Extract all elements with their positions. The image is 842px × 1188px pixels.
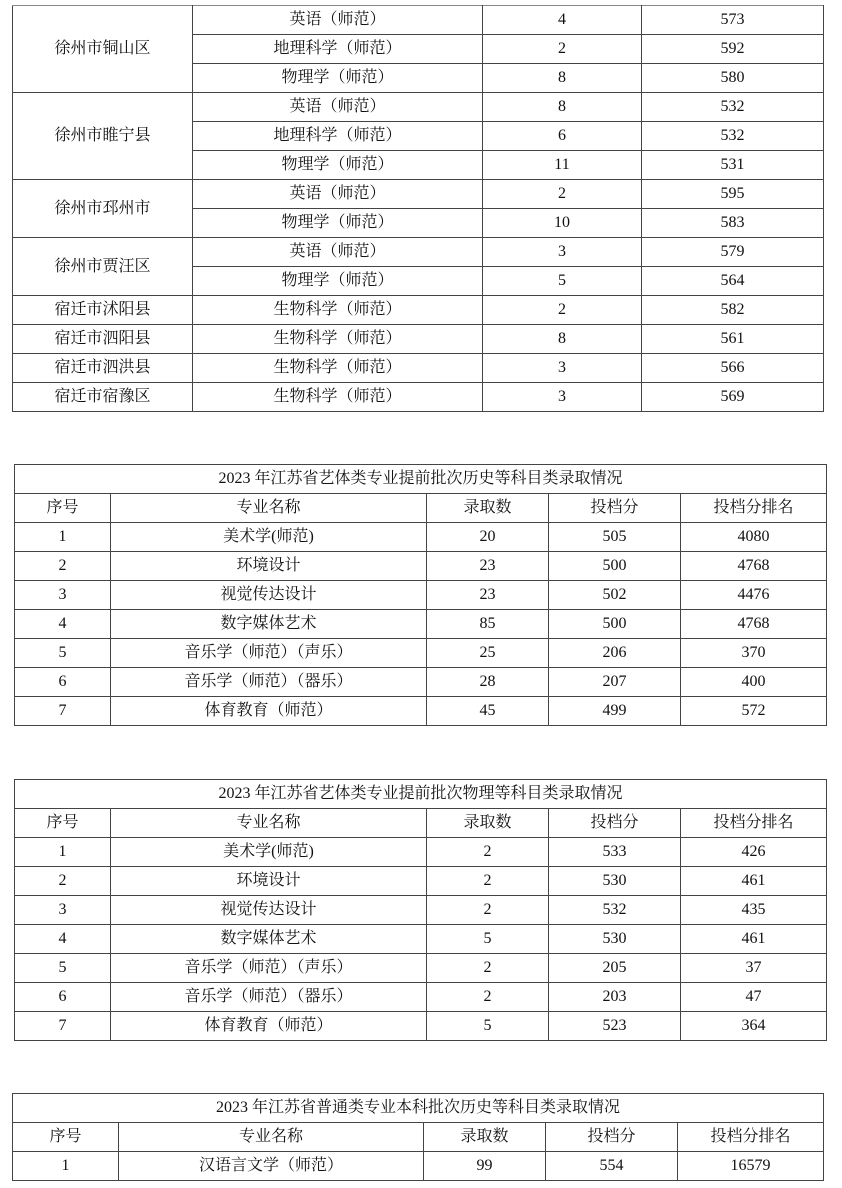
table-row	[15, 838, 827, 867]
column-header: 专业名称	[119, 1123, 424, 1152]
table-cell: 1	[15, 838, 111, 867]
column-header: 投档分排名	[678, 1123, 824, 1152]
column-header: 录取数	[427, 809, 549, 838]
score-cell: 532	[642, 93, 824, 122]
score-cell: 579	[642, 238, 824, 267]
table-row	[15, 523, 827, 552]
table-cell: 7	[15, 1012, 111, 1041]
table-cell: 37	[681, 954, 827, 983]
table-cell: 体育教育（师范）	[111, 697, 427, 726]
table-cell: 2	[427, 954, 549, 983]
table-row	[15, 896, 827, 925]
table-cell: 205	[549, 954, 681, 983]
column-header: 投档分	[549, 809, 681, 838]
count-cell: 11	[483, 151, 642, 180]
region-cell: 徐州市铜山区	[13, 6, 193, 93]
table-cell: 4	[15, 925, 111, 954]
table-cell: 47	[681, 983, 827, 1012]
table-row	[15, 639, 827, 668]
column-header: 投档分排名	[681, 809, 827, 838]
table-cell: 音乐学（师范）（器乐）	[111, 983, 427, 1012]
table-title: 2023 年江苏省艺体类专业提前批次物理等科目类录取情况	[15, 780, 827, 809]
table-cell: 502	[549, 581, 681, 610]
region-cell: 宿迁市泗洪县	[13, 354, 193, 383]
table-cell: 500	[549, 610, 681, 639]
table-title-row	[13, 1094, 824, 1123]
table-cell: 45	[427, 697, 549, 726]
major-cell: 英语（师范）	[193, 180, 483, 209]
table-cell: 4080	[681, 523, 827, 552]
major-cell: 地理科学（师范）	[193, 122, 483, 151]
count-cell: 5	[483, 267, 642, 296]
column-header: 序号	[15, 494, 111, 523]
table-cell: 5	[15, 639, 111, 668]
table-row	[15, 867, 827, 896]
table-cell: 4	[15, 610, 111, 639]
table-row	[15, 697, 827, 726]
table-cell: 3	[15, 896, 111, 925]
art-physics-admission-table	[14, 779, 827, 1041]
table-cell: 4768	[681, 552, 827, 581]
table-cell: 3	[15, 581, 111, 610]
score-cell: 595	[642, 180, 824, 209]
table-cell: 数字媒体艺术	[111, 610, 427, 639]
table-cell: 2	[427, 983, 549, 1012]
major-cell: 物理学（师范）	[193, 267, 483, 296]
table-cell: 体育教育（师范）	[111, 1012, 427, 1041]
table-cell: 2	[427, 838, 549, 867]
table-cell: 203	[549, 983, 681, 1012]
table-row	[13, 296, 824, 325]
count-cell: 8	[483, 64, 642, 93]
table-cell: 2	[427, 896, 549, 925]
table-cell: 美术学(师范)	[111, 838, 427, 867]
table-row	[13, 325, 824, 354]
column-header: 投档分排名	[681, 494, 827, 523]
count-cell: 4	[483, 6, 642, 35]
table-cell: 99	[424, 1152, 546, 1181]
table-cell: 2	[427, 867, 549, 896]
score-cell: 582	[642, 296, 824, 325]
table-cell: 28	[427, 668, 549, 697]
major-cell: 生物科学（师范）	[193, 354, 483, 383]
table-cell: 汉语言文学（师范）	[119, 1152, 424, 1181]
region-cell: 宿迁市宿豫区	[13, 383, 193, 412]
table-cell: 25	[427, 639, 549, 668]
count-cell: 8	[483, 325, 642, 354]
table-header-row	[15, 809, 827, 838]
table-row	[15, 552, 827, 581]
column-header: 序号	[15, 809, 111, 838]
major-cell: 物理学（师范）	[193, 151, 483, 180]
column-header: 录取数	[427, 494, 549, 523]
table-row	[15, 668, 827, 697]
table-row	[15, 983, 827, 1012]
table-row	[15, 925, 827, 954]
table-cell: 音乐学（师范）（器乐）	[111, 668, 427, 697]
major-cell: 地理科学（师范）	[193, 35, 483, 64]
table-cell: 23	[427, 581, 549, 610]
table-cell: 6	[15, 668, 111, 697]
table-cell: 2	[15, 867, 111, 896]
table-cell: 572	[681, 697, 827, 726]
table-cell: 461	[681, 925, 827, 954]
major-cell: 英语（师范）	[193, 6, 483, 35]
column-header: 专业名称	[111, 809, 427, 838]
table-cell: 426	[681, 838, 827, 867]
table-title-row	[15, 780, 827, 809]
table-row	[15, 581, 827, 610]
table-cell: 499	[549, 697, 681, 726]
score-cell: 573	[642, 6, 824, 35]
table-cell: 530	[549, 867, 681, 896]
column-header: 专业名称	[111, 494, 427, 523]
table-cell: 435	[681, 896, 827, 925]
table-header-row	[15, 494, 827, 523]
region-cell: 徐州市贾汪区	[13, 238, 193, 296]
table-cell: 5	[427, 1012, 549, 1041]
table-cell: 85	[427, 610, 549, 639]
table-cell: 5	[427, 925, 549, 954]
score-cell: 561	[642, 325, 824, 354]
table-cell: 554	[546, 1152, 678, 1181]
major-cell: 物理学（师范）	[193, 64, 483, 93]
region-cell: 宿迁市泗阳县	[13, 325, 193, 354]
count-cell: 8	[483, 93, 642, 122]
general-history-admission-table	[12, 1093, 824, 1181]
table-cell: 523	[549, 1012, 681, 1041]
region-cell: 宿迁市沭阳县	[13, 296, 193, 325]
table-cell: 500	[549, 552, 681, 581]
table-cell: 1	[15, 523, 111, 552]
table-cell: 461	[681, 867, 827, 896]
table-cell: 音乐学（师范）（声乐）	[111, 639, 427, 668]
major-cell: 英语（师范）	[193, 238, 483, 267]
table-cell: 4768	[681, 610, 827, 639]
table-row	[13, 1152, 824, 1181]
column-header: 投档分	[549, 494, 681, 523]
score-cell: 592	[642, 35, 824, 64]
count-cell: 3	[483, 383, 642, 412]
major-cell: 物理学（师范）	[193, 209, 483, 238]
table-cell: 数字媒体艺术	[111, 925, 427, 954]
table-cell: 530	[549, 925, 681, 954]
table-title: 2023 年江苏省艺体类专业提前批次历史等科目类录取情况	[15, 465, 827, 494]
table-title-row	[15, 465, 827, 494]
table-cell: 环境设计	[111, 552, 427, 581]
table-cell: 23	[427, 552, 549, 581]
count-cell: 3	[483, 354, 642, 383]
major-cell: 英语（师范）	[193, 93, 483, 122]
table-cell: 364	[681, 1012, 827, 1041]
table-cell: 5	[15, 954, 111, 983]
score-cell: 564	[642, 267, 824, 296]
table-cell: 505	[549, 523, 681, 552]
table-row	[13, 6, 824, 35]
count-cell: 10	[483, 209, 642, 238]
column-header: 序号	[13, 1123, 119, 1152]
table-row	[13, 180, 824, 209]
table-cell: 环境设计	[111, 867, 427, 896]
table-cell: 视觉传达设计	[111, 581, 427, 610]
region-cell: 徐州市邳州市	[13, 180, 193, 238]
table-header-row	[13, 1123, 824, 1152]
table-cell: 6	[15, 983, 111, 1012]
count-cell: 6	[483, 122, 642, 151]
table-cell: 400	[681, 668, 827, 697]
table-cell: 16579	[678, 1152, 824, 1181]
count-cell: 2	[483, 180, 642, 209]
table-cell: 视觉传达设计	[111, 896, 427, 925]
table-cell: 2	[15, 552, 111, 581]
region-cell: 徐州市睢宁县	[13, 93, 193, 180]
count-cell: 3	[483, 238, 642, 267]
major-cell: 生物科学（师范）	[193, 296, 483, 325]
table-cell: 4476	[681, 581, 827, 610]
table-cell: 370	[681, 639, 827, 668]
score-cell: 583	[642, 209, 824, 238]
count-cell: 2	[483, 35, 642, 64]
score-cell: 532	[642, 122, 824, 151]
art-history-admission-table	[14, 464, 827, 726]
count-cell: 2	[483, 296, 642, 325]
table-row	[13, 354, 824, 383]
table-cell: 20	[427, 523, 549, 552]
score-cell: 566	[642, 354, 824, 383]
column-header: 投档分	[546, 1123, 678, 1152]
table-row	[13, 238, 824, 267]
regional-admission-table	[12, 5, 824, 412]
table-cell: 音乐学（师范）（声乐）	[111, 954, 427, 983]
table-row	[13, 383, 824, 412]
table-cell: 美术学(师范)	[111, 523, 427, 552]
table-row	[13, 93, 824, 122]
table-cell: 532	[549, 896, 681, 925]
score-cell: 580	[642, 64, 824, 93]
major-cell: 生物科学（师范）	[193, 325, 483, 354]
table-row	[15, 610, 827, 639]
table-cell: 1	[13, 1152, 119, 1181]
table-title: 2023 年江苏省普通类专业本科批次历史等科目类录取情况	[13, 1094, 824, 1123]
table-cell: 206	[549, 639, 681, 668]
score-cell: 569	[642, 383, 824, 412]
score-cell: 531	[642, 151, 824, 180]
column-header: 录取数	[424, 1123, 546, 1152]
table-cell: 207	[549, 668, 681, 697]
table-cell: 533	[549, 838, 681, 867]
table-row	[15, 954, 827, 983]
major-cell: 生物科学（师范）	[193, 383, 483, 412]
table-cell: 7	[15, 697, 111, 726]
table-row	[15, 1012, 827, 1041]
